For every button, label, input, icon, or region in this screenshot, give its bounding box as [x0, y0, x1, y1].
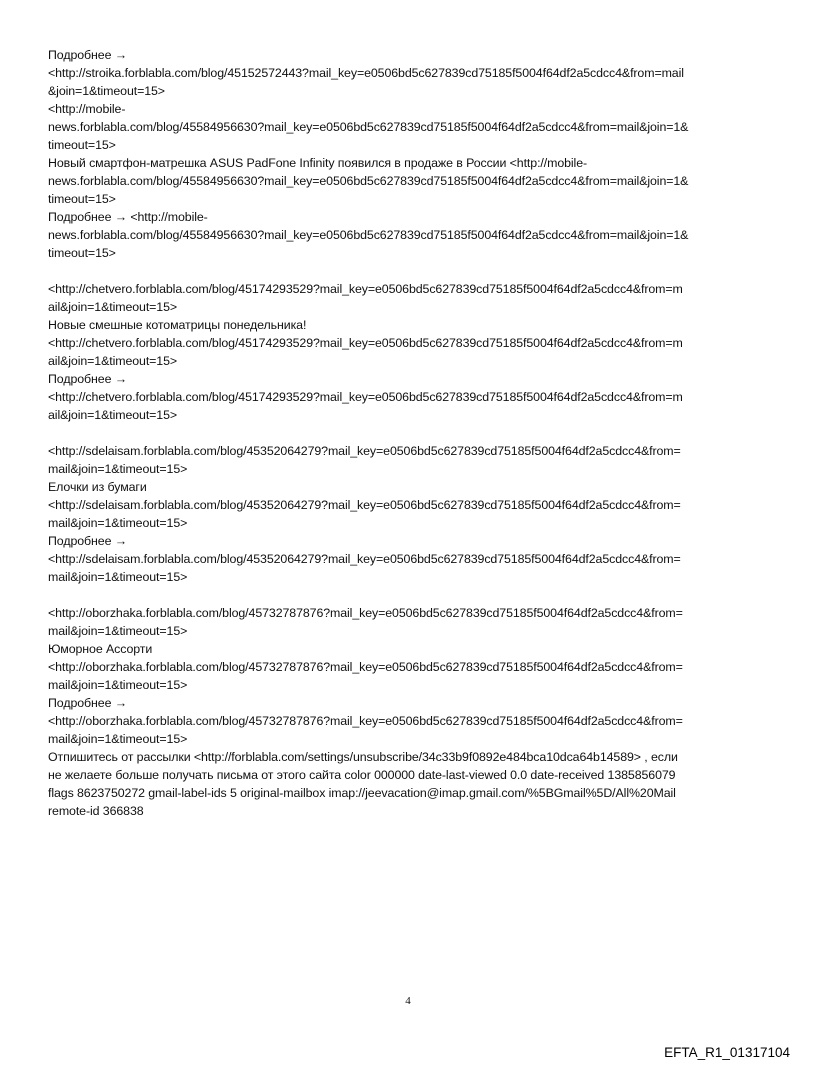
- text-line: Новые смешные котоматрицы понедельника!: [48, 318, 307, 332]
- text-line: <http://oborzhaka.forblabla.com/blog/45732787876?mail_key=e0506bd5c627839cd75185f5004f64df2a5cdcc4&from=: [48, 714, 683, 728]
- text-line: remote-id 366838: [48, 804, 144, 818]
- text-line: <http://oborzhaka.forblabla.com/blog/45732787876?mail_key=e0506bd5c627839cd75185f5004f64df2a5cdcc4&from=: [48, 606, 683, 620]
- text-line: Подробнее →: [48, 696, 127, 710]
- text-line: news.forblabla.com/blog/45584956630?mail_key=e0506bd5c627839cd75185f5004f64df2a5cdcc4&from=mail&join=1&: [48, 174, 689, 188]
- text-line: mail&join=1&timeout=15>: [48, 570, 188, 584]
- text-line: Подробнее →: [48, 534, 127, 548]
- text-line: <http://mobile-: [48, 102, 126, 116]
- text-line: news.forblabla.com/blog/45584956630?mail_key=e0506bd5c627839cd75185f5004f64df2a5cdcc4&from=mail&join=1&: [48, 228, 689, 242]
- text-line: <http://chetvero.forblabla.com/blog/45174293529?mail_key=e0506bd5c627839cd75185f5004f64df2a5cdcc4&from=m: [48, 282, 683, 296]
- text-line: <http://sdelaisam.forblabla.com/blog/45352064279?mail_key=e0506bd5c627839cd75185f5004f64df2a5cdcc4&from=: [48, 552, 681, 566]
- text-line: news.forblabla.com/blog/45584956630?mail_key=e0506bd5c627839cd75185f5004f64df2a5cdcc4&from=mail&join=1&: [48, 120, 689, 134]
- blank-line: [48, 424, 770, 442]
- text-line: mail&join=1&timeout=15>: [48, 516, 188, 530]
- text-line: mail&join=1&timeout=15>: [48, 678, 188, 692]
- text-line: Подробнее → <http://mobile-: [48, 210, 208, 224]
- blank-line: [48, 262, 770, 280]
- text-line: flags 8623750272 gmail-label-ids 5 original-mailbox imap://jeevacation@imap.gmail.com/%5BGmail%5D/All%20Mail: [48, 786, 676, 800]
- text-line: mail&join=1&timeout=15>: [48, 732, 188, 746]
- text-line: <http://chetvero.forblabla.com/blog/45174293529?mail_key=e0506bd5c627839cd75185f5004f64df2a5cdcc4&from=m: [48, 336, 683, 350]
- text-line: &join=1&timeout=15>: [48, 84, 165, 98]
- text-line: Подробнее →: [48, 372, 127, 386]
- document-id: EFTA_R1_01317104: [664, 1045, 790, 1060]
- text-line: <http://sdelaisam.forblabla.com/blog/45352064279?mail_key=e0506bd5c627839cd75185f5004f64df2a5cdcc4&from=: [48, 444, 681, 458]
- text-line: не желаете больше получать письма от этого сайта color 000000 date-last-viewed 0.0 date-received 1385856079: [48, 768, 676, 782]
- text-line: <http://chetvero.forblabla.com/blog/45174293529?mail_key=e0506bd5c627839cd75185f5004f64df2a5cdcc4&from=m: [48, 390, 683, 404]
- text-line: <http://sdelaisam.forblabla.com/blog/45352064279?mail_key=e0506bd5c627839cd75185f5004f64df2a5cdcc4&from=: [48, 498, 681, 512]
- text-line: ail&join=1&timeout=15>: [48, 408, 178, 422]
- text-line: timeout=15>: [48, 246, 116, 260]
- text-line: Елочки из бумаги: [48, 480, 147, 494]
- text-line: <http://oborzhaka.forblabla.com/blog/45732787876?mail_key=e0506bd5c627839cd75185f5004f64df2a5cdcc4&from=: [48, 660, 683, 674]
- text-line: Новый смартфон-матрешка ASUS PadFone Infinity появился в продаже в России <http://mobile-: [48, 156, 588, 170]
- email-body: [48, 46, 770, 820]
- text-line: mail&join=1&timeout=15>: [48, 624, 188, 638]
- text-line: <http://stroika.forblabla.com/blog/45152572443?mail_key=e0506bd5c627839cd75185f5004f64df2a5cdcc4&from=mail: [48, 66, 684, 80]
- text-line: ail&join=1&timeout=15>: [48, 354, 178, 368]
- text-line: timeout=15>: [48, 138, 116, 152]
- text-line: mail&join=1&timeout=15>: [48, 462, 188, 476]
- text-line: ail&join=1&timeout=15>: [48, 300, 178, 314]
- text-line: timeout=15>: [48, 192, 116, 206]
- text-line: Подробнее →: [48, 48, 127, 62]
- text-line: Отпишитесь от рассылки <http://forblabla.com/settings/unsubscribe/34c33b9f0892e484bca10dca64b14589> , если: [48, 750, 678, 764]
- page-number: 4: [405, 995, 411, 1007]
- text-line: Юморное Ассорти: [48, 642, 153, 656]
- blank-line: [48, 586, 770, 604]
